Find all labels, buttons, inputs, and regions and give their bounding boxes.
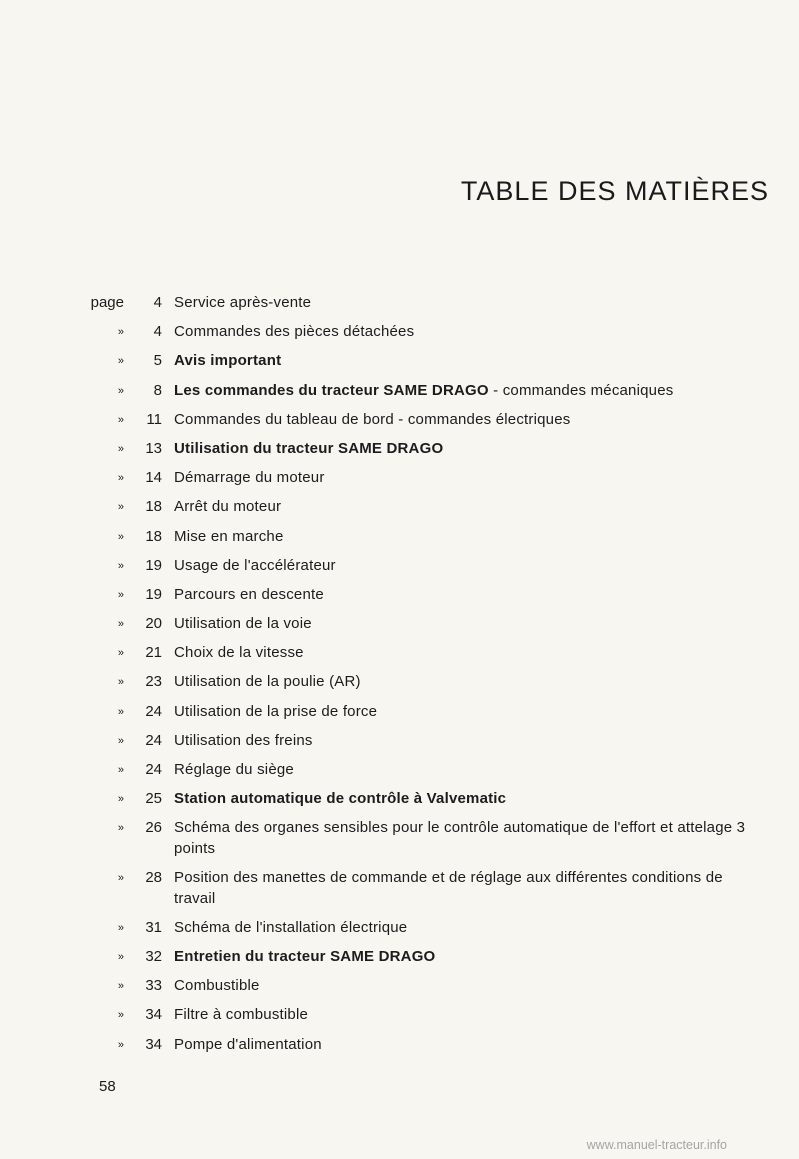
toc-entry bbox=[0, 672, 799, 693]
toc-entry-text: Mise en marche bbox=[174, 527, 284, 545]
toc-entry-text: Parcours en descente bbox=[174, 585, 324, 603]
toc-page-number: 14 bbox=[145, 469, 162, 487]
toc-entry bbox=[0, 643, 799, 664]
toc-entry-text: Filtre à combustible bbox=[174, 1006, 309, 1024]
page-label: page bbox=[90, 294, 124, 311]
toc-entry-text: Schéma des organes sensibles pour le contrôle automatique de l'effort et attelage 3 points bbox=[174, 819, 746, 857]
toc-page-number: 34 bbox=[145, 1035, 162, 1053]
ditto-mark: » bbox=[117, 413, 124, 426]
toc-entry-text: Réglage du siège bbox=[174, 761, 294, 778]
ditto-mark: » bbox=[117, 472, 124, 485]
toc-entry-text: Entretien du tracteur SAME DRAGO bbox=[174, 947, 436, 965]
toc-entry-text: Usage de l'accélérateur bbox=[174, 556, 336, 574]
toc-entry-text: Service après-vente bbox=[174, 294, 312, 311]
toc-page-number: 8 bbox=[153, 381, 162, 399]
ditto-mark: » bbox=[117, 530, 124, 543]
toc-page-number: 4 bbox=[153, 294, 162, 311]
toc-entry-text: Avis important bbox=[174, 352, 282, 370]
ditto-mark: » bbox=[117, 676, 124, 689]
ditto-mark: » bbox=[117, 734, 124, 747]
toc-page-number: 19 bbox=[145, 556, 162, 574]
toc-entry bbox=[0, 702, 799, 723]
toc-entry bbox=[0, 868, 799, 909]
toc-entry bbox=[0, 1005, 799, 1026]
page-title: TABLE DES MATIÈRES bbox=[460, 176, 769, 206]
toc-entry bbox=[0, 731, 799, 752]
toc-entry-text: Schéma de l'installation électrique bbox=[174, 918, 408, 936]
toc-entry-text: Choix de la vitesse bbox=[174, 644, 304, 662]
toc-entry-text: Utilisation de la prise de force bbox=[174, 702, 378, 720]
toc-entry bbox=[0, 351, 799, 372]
ditto-mark: » bbox=[117, 822, 124, 835]
toc-entry bbox=[0, 439, 799, 460]
toc-entry bbox=[0, 410, 799, 431]
toc-entry-text: Utilisation de la voie bbox=[174, 615, 312, 633]
toc-entry-text: Utilisation des freins bbox=[174, 731, 313, 749]
toc-page-number: 20 bbox=[145, 615, 162, 633]
watermark: www.manuel-tracteur.info bbox=[586, 1138, 727, 1152]
ditto-mark: » bbox=[117, 384, 124, 397]
ditto-mark: » bbox=[117, 793, 124, 806]
toc-entry bbox=[0, 381, 799, 402]
toc-page-number: 21 bbox=[145, 644, 162, 662]
toc-entry bbox=[0, 789, 799, 810]
toc-entry bbox=[0, 585, 799, 606]
toc-entry-text: Pompe d'alimentation bbox=[174, 1035, 322, 1053]
toc-entry-text: Les commandes du tracteur SAME DRAGO - commandes mécaniques bbox=[174, 381, 674, 399]
toc-entry bbox=[0, 322, 799, 343]
toc-entry-text: Station automatique de contrôle à Valvematic bbox=[174, 790, 507, 808]
toc-entry-text: Utilisation du tracteur SAME DRAGO bbox=[174, 439, 444, 457]
toc-page-number: 23 bbox=[145, 673, 162, 691]
toc-page-number: 11 bbox=[146, 410, 162, 428]
ditto-mark: » bbox=[117, 980, 124, 993]
toc-page-number: 31 bbox=[145, 918, 162, 936]
toc-page-number: 33 bbox=[145, 977, 162, 995]
toc-entry bbox=[0, 818, 799, 859]
toc-entry bbox=[0, 293, 799, 314]
toc-page-number: 18 bbox=[145, 498, 162, 516]
toc-entry bbox=[0, 947, 799, 968]
toc-page-number: 4 bbox=[153, 323, 162, 341]
ditto-mark: » bbox=[117, 559, 124, 572]
toc-entry-text: Commandes du tableau de bord - commandes électriques bbox=[174, 410, 571, 428]
toc-entry-text: Combustible bbox=[174, 977, 260, 995]
toc-entry bbox=[0, 468, 799, 489]
ditto-mark: » bbox=[117, 442, 124, 455]
ditto-mark: » bbox=[117, 950, 124, 963]
toc-entry-text: Position des manettes de commande et de réglage aux différentes conditions de travail bbox=[174, 869, 723, 907]
toc-entry bbox=[0, 1035, 799, 1056]
ditto-mark: » bbox=[117, 647, 124, 660]
toc-page-number: 24 bbox=[145, 702, 162, 720]
toc-page-number: 19 bbox=[145, 585, 162, 603]
toc-page-number: 24 bbox=[145, 731, 162, 749]
ditto-mark: » bbox=[117, 764, 124, 776]
toc-page-number: 24 bbox=[145, 761, 162, 778]
ditto-mark: » bbox=[117, 588, 124, 601]
toc-entry bbox=[0, 497, 799, 518]
ditto-mark: » bbox=[117, 1009, 124, 1022]
table-of-contents bbox=[0, 293, 799, 1064]
toc-entry bbox=[0, 556, 799, 577]
toc-page-number: 28 bbox=[145, 869, 162, 887]
ditto-mark: » bbox=[117, 705, 124, 718]
ditto-mark: » bbox=[117, 872, 124, 885]
toc-entry-text: Utilisation de la poulie (AR) bbox=[174, 673, 361, 691]
toc-entry-text: Arrêt du moteur bbox=[174, 498, 282, 516]
toc-page-number: 32 bbox=[145, 947, 162, 965]
toc-page-number: 13 bbox=[145, 439, 162, 457]
toc-entry bbox=[0, 918, 799, 939]
toc-page-number: 26 bbox=[145, 819, 162, 837]
toc-entry bbox=[0, 760, 799, 781]
page-number: 58 bbox=[99, 1078, 116, 1095]
toc-entry bbox=[0, 527, 799, 548]
toc-page-number: 18 bbox=[145, 527, 162, 545]
ditto-mark: » bbox=[117, 921, 124, 934]
toc-page-number: 5 bbox=[153, 352, 162, 370]
ditto-mark: » bbox=[117, 618, 124, 631]
ditto-mark: » bbox=[117, 1038, 124, 1051]
toc-entry bbox=[0, 614, 799, 635]
toc-page-number: 25 bbox=[145, 790, 162, 808]
toc-entry-text: Démarrage du moteur bbox=[174, 469, 325, 487]
toc-entry-text: Commandes des pièces détachées bbox=[174, 323, 415, 341]
toc-page-number: 34 bbox=[145, 1006, 162, 1024]
toc-entry bbox=[0, 976, 799, 997]
ditto-mark: » bbox=[117, 501, 124, 514]
ditto-mark: » bbox=[117, 326, 124, 339]
ditto-mark: » bbox=[117, 355, 124, 368]
